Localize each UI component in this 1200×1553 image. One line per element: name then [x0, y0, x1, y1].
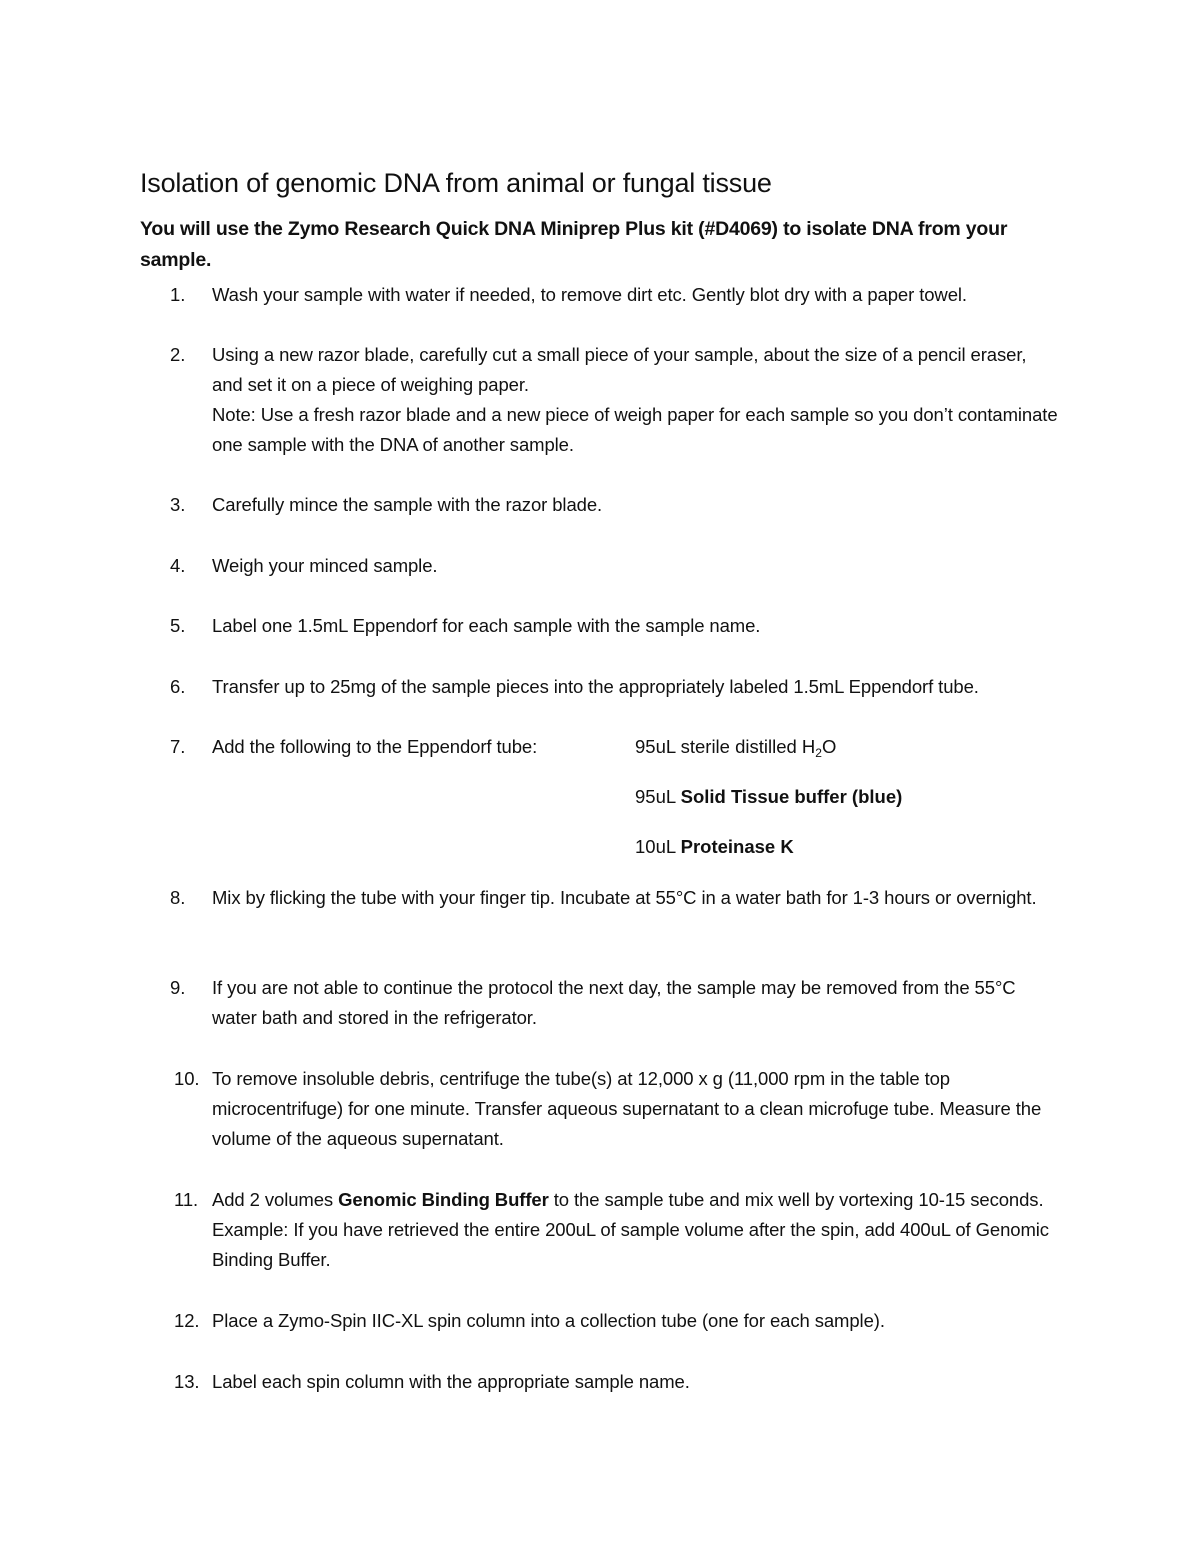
step-6: [140, 672, 1060, 702]
reagent-amount: 95uL: [635, 736, 676, 757]
step-number: 1.: [170, 284, 186, 305]
step-number: 3.: [170, 494, 186, 515]
step-number: 10.: [174, 1068, 200, 1089]
page-title: Isolation of genomic DNA from animal or fungal tissue: [140, 168, 772, 198]
step-number: 2.: [170, 344, 186, 365]
step-13: [140, 1367, 1060, 1397]
step-note: Note: Use a fresh razor blade and a new piece of weigh paper for each sample so you don’t contaminate one sample with the DNA of another sample.: [212, 404, 1058, 455]
reagent-suffix: O: [821, 736, 837, 757]
step-text: To remove insoluble debris, centrifuge the tube(s) at 12,000 x g (11,000 rpm in the table top microcentrifuge) for one minute. Transfer aqueous supernatant to a clean microfuge tube. Measure the volume of the aqueous supernatant.: [212, 1068, 1042, 1149]
genomic-binding-buffer-label: Genomic Binding Buffer: [338, 1189, 549, 1210]
step-number: 11.: [174, 1189, 199, 1210]
reagent-amount: 10uL: [635, 836, 676, 857]
step-text: Add the following to the Eppendorf tube:: [212, 736, 538, 757]
step-text: Weigh your minced sample.: [212, 555, 438, 576]
step-text: Label one 1.5mL Eppendorf for each sample with the sample name.: [212, 615, 761, 636]
step-number: 4.: [170, 555, 186, 576]
step-number: 12.: [174, 1310, 200, 1331]
reagent-proteinase-k: [635, 832, 794, 862]
step-text: Mix by flicking the tube with your finger tip. Incubate at 55°C in a water bath for 1-3 hours or overnight.: [212, 887, 1037, 908]
step-text: Add 2 volumes Genomic Binding Buffer to the sample tube and mix well by vortexing 10-15 seconds. Example: If you have retrieved the entire 200uL of sample volume after the spin, add 400uL of Genomic Binding Buffer.: [212, 1189, 1049, 1270]
step-3: [140, 490, 1060, 520]
step-9: [140, 973, 1060, 1033]
step-text: Wash your sample with water if needed, to remove dirt etc. Gently blot dry with a paper towel.: [212, 284, 967, 305]
step-number: 5.: [170, 615, 186, 636]
step-number: 13.: [174, 1371, 200, 1392]
step-number: 7.: [170, 736, 186, 757]
step-text: Label each spin column with the appropriate sample name.: [212, 1371, 690, 1392]
step-number: 9.: [170, 977, 186, 998]
step-4: [140, 551, 1060, 581]
step-2: [140, 340, 1060, 460]
step-text: If you are not able to continue the protocol the next day, the sample may be removed from the 55°C water bath and stored in the refrigerator.: [212, 977, 1016, 1028]
step-number: 6.: [170, 676, 186, 697]
step-5: [140, 611, 1060, 641]
step-7: [140, 732, 1060, 762]
step-text: Transfer up to 25mg of the sample pieces into the appropriately labeled 1.5mL Eppendorf tube.: [212, 676, 979, 697]
step-10: [140, 1064, 1060, 1154]
step-11: [140, 1185, 1060, 1275]
intro-text: You will use the Zymo Research Quick DNA Miniprep Plus kit (#D4069) to isolate DNA from your sample.: [140, 218, 1008, 271]
step-text: Carefully mince the sample with the razor blade.: [212, 494, 603, 515]
step-text: Place a Zymo-Spin IIC-XL spin column into a collection tube (one for each sample).: [212, 1310, 885, 1331]
reagent-name: Solid Tissue buffer (blue): [680, 786, 903, 807]
reagent-name: Proteinase K: [680, 836, 794, 857]
reagent-water: [635, 732, 836, 762]
step-1: [140, 280, 1060, 310]
reagent-amount: 95uL: [635, 786, 676, 807]
reagent-name: sterile distilled H: [680, 736, 816, 757]
step-text: Using a new razor blade, carefully cut a small piece of your sample, about the size of a pencil eraser, and set it on a piece of weighing paper.: [212, 344, 1027, 395]
reagent-subscript: 2: [815, 746, 822, 760]
step-12: [140, 1306, 1060, 1336]
reagent-solid-tissue-buffer: [635, 782, 902, 812]
step-8: [140, 883, 1060, 913]
step-number: 8.: [170, 887, 186, 908]
